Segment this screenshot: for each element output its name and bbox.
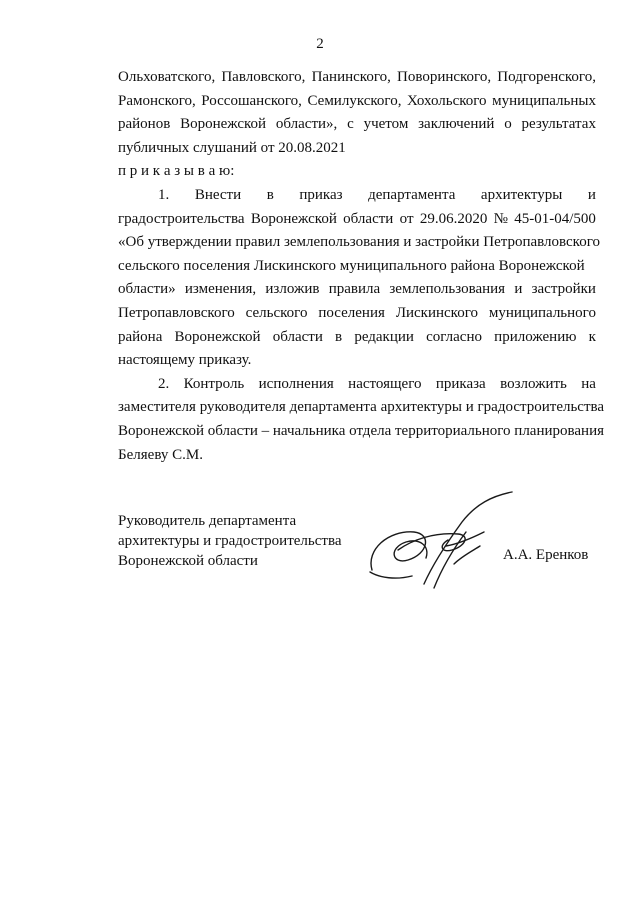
intro-line-2 — [118, 90, 596, 114]
word: застройки — [531, 281, 596, 298]
word: в — [335, 328, 343, 345]
signature-title-line-2: архитектуры и градостроительства — [118, 533, 342, 549]
word: Павловского, — [221, 69, 306, 85]
word: Подгоренского, — [497, 69, 596, 85]
item1-line-2 — [118, 208, 596, 232]
word: Внести — [194, 186, 242, 203]
word: 1. — [158, 186, 170, 203]
word: департамента — [368, 186, 456, 203]
intro-line-1 — [118, 66, 596, 90]
word: с — [347, 116, 354, 133]
word: Воронежской — [174, 328, 261, 345]
word: согласно — [426, 328, 482, 345]
word: Воронежской — [250, 210, 337, 227]
item2-line-3: Воронежской области – начальника отдела территориального планирования — [118, 422, 605, 439]
page-number: 2 — [316, 36, 324, 52]
word: Панинского, — [311, 69, 391, 85]
signature-title-line-3: Воронежской области — [118, 553, 258, 569]
word: 29.06.2020 — [419, 210, 488, 227]
item2-line-1 — [118, 373, 596, 397]
word: сельского — [245, 304, 308, 321]
word: области» — [118, 281, 176, 298]
item2-line-2: заместителя руководителя департамента архитектуры и градостроительства — [118, 399, 605, 416]
word: результатах — [521, 116, 596, 133]
word: Лискинского — [395, 304, 478, 321]
word: Ольховатского, — [118, 69, 216, 85]
word: Семилукского, — [307, 92, 402, 109]
word: исполнения — [258, 375, 334, 392]
word: на — [581, 375, 596, 392]
signature-title — [118, 511, 341, 571]
item1-line-6 — [118, 302, 596, 326]
word: и — [587, 186, 596, 203]
item1-line-4: сельского поселения Лискинского муниципального района Воронежской — [118, 257, 585, 274]
intro-line-4: публичных слушаний от 20.08.2021 — [118, 139, 346, 156]
word: от — [399, 210, 414, 227]
word: муниципального — [488, 304, 596, 321]
word: изменения, — [184, 281, 257, 298]
word: области — [272, 328, 323, 345]
word: о — [504, 116, 512, 133]
word: Хохольского — [407, 92, 487, 109]
word: редакции — [354, 328, 414, 345]
word: возложить — [500, 375, 567, 392]
word: Контроль — [183, 375, 245, 392]
word: поселения — [318, 304, 385, 321]
word: Рамонского, — [118, 92, 196, 109]
word: и — [514, 281, 523, 298]
word: землепользования — [389, 281, 506, 298]
word: правила — [328, 281, 381, 298]
word: Воронежской — [180, 116, 267, 133]
word: районов — [118, 116, 171, 133]
word: учетом — [363, 116, 409, 133]
word: района — [118, 328, 163, 345]
word: 45-01-04/500 — [514, 210, 596, 227]
word: приложению — [494, 328, 577, 345]
word: изложив — [265, 281, 320, 298]
word: области», — [275, 116, 338, 133]
item1-line-8: настоящему приказу. — [118, 352, 252, 369]
word: Россошанского, — [201, 92, 302, 109]
word: настоящего — [348, 375, 422, 392]
word: 2. — [158, 375, 170, 392]
signature-title-line-1: Руководитель департамента — [118, 513, 297, 529]
word: к — [588, 328, 596, 345]
word: градостроительства — [118, 210, 245, 227]
word: Поворинского, — [397, 69, 492, 85]
handwritten-signature — [362, 488, 522, 596]
word: в — [266, 186, 274, 203]
item1-line-3: «Об утверждении правил землепользования и застройки Петропавловского — [118, 234, 600, 251]
item2-line-4: Беляеву С.М. — [118, 446, 203, 463]
signatory-name: А.А. Еренков — [503, 547, 589, 563]
item1-line-5 — [118, 278, 596, 302]
word: заключений — [418, 116, 495, 133]
word: № — [493, 210, 508, 227]
document-body — [118, 66, 605, 467]
intro-line-3 — [118, 113, 596, 137]
word: области — [343, 210, 394, 227]
order-word: п р и к а з ы в а ю: — [118, 163, 235, 180]
word: Петропавловского — [118, 304, 235, 321]
word: приказа — [435, 375, 486, 392]
item1-line-1 — [118, 184, 596, 208]
word: приказ — [299, 186, 343, 203]
item1-line-7 — [118, 326, 596, 350]
word: архитектуры — [480, 186, 563, 203]
word: муниципальных — [492, 92, 596, 109]
